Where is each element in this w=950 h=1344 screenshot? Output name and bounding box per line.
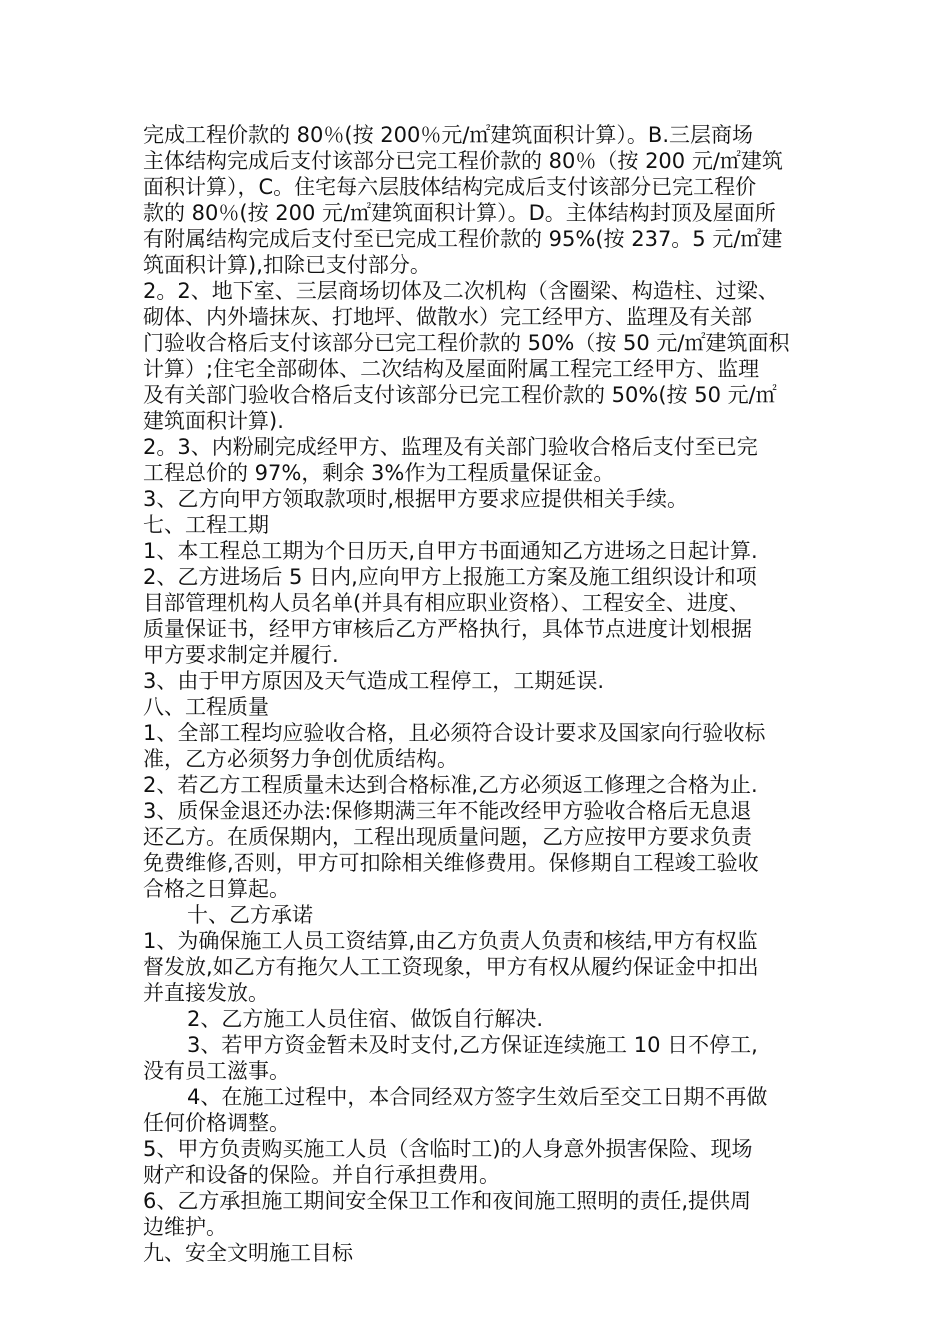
text-line: 2。2、地下室、三层商场切体及二次机构（含圈梁、构造柱、过梁、 xyxy=(143,279,779,303)
text-line: 甲方要求制定并履行. xyxy=(143,643,339,667)
section-heading: 七、工程工期 xyxy=(143,513,269,537)
text-line: 砌体、内外墙抹灰、打地坪、做散水）完工经甲方、监理及有关部 xyxy=(143,305,752,329)
text-line: 1、全部工程均应验收合格，且必须符合设计要求及国家向行验收标 xyxy=(143,721,766,745)
text-line: 1、为确保施工人员工资结算,由乙方负责人负责和核结,甲方有权监 xyxy=(143,929,758,953)
text-line: 有附属结构完成后支付至已完成工程价款的 95%(按 237。5 元/㎡建 xyxy=(143,227,783,251)
text-line: 工程总价的 97%，剩余 3%作为工程质量保证金。 xyxy=(143,461,615,485)
text-line: 任何价格调整。 xyxy=(143,1111,290,1135)
section-heading: 十、乙方承诺 xyxy=(187,903,313,927)
text-line: 2、乙方进场后 5 日内,应向甲方上报施工方案及施工组织设计和项 xyxy=(143,565,757,589)
text-line: 财产和设备的保险。并自行承担费用。 xyxy=(143,1163,500,1187)
text-line: 门验收合格后支付该部分已完工程价款的 50%（按 50 元/㎡建筑面积 xyxy=(143,331,790,355)
text-line: 并直接发放。 xyxy=(143,981,269,1005)
text-line: 完成工程价款的 80％(按 200％元/㎡建筑面积计算）。B.三层商场 xyxy=(143,123,754,147)
text-line: 及有关部门验收合格后支付该部分已完工程价款的 50%(按 50 元/㎡ xyxy=(143,383,777,407)
text-line: 4、在施工过程中，本合同经双方签字生效后至交工日期不再做 xyxy=(187,1085,768,1109)
text-line: 3、乙方向甲方领取款项时,根据甲方要求应提供相关手续。 xyxy=(143,487,689,511)
text-line: 款的 80％(按 200 元/㎡建筑面积计算）。D。主体结构封顶及屋面所 xyxy=(143,201,776,225)
document-body xyxy=(143,122,813,1266)
text-line: 3、质保金退还办法:保修期满三年不能改经甲方验收合格后无息退 xyxy=(143,799,752,823)
text-line: 6、乙方承担施工期间安全保卫工作和夜间施工照明的责任,提供周 xyxy=(143,1189,752,1213)
text-line: 没有员工滋事。 xyxy=(143,1059,290,1083)
text-line: 合格之日算起。 xyxy=(143,877,290,901)
text-line: 面积计算），C。住宅每六层肢体结构完成后支付该部分已完工程价 xyxy=(143,175,757,199)
text-line: 2、若乙方工程质量未达到合格标准,乙方必须返工修理之合格为止. xyxy=(143,773,758,797)
text-line: 1、本工程总工期为个日历天,自甲方书面通知乙方进场之日起计算. xyxy=(143,539,758,563)
text-line: 3、若甲方资金暂未及时支付,乙方保证连续施工 10 日不停工, xyxy=(187,1033,758,1057)
text-line: 准，乙方必须努力争创优质结构。 xyxy=(143,747,458,771)
text-line: 质量保证书，经甲方审核后乙方严格执行，具体节点进度计划根据 xyxy=(143,617,752,641)
text-line: 2、乙方施工人员住宿、做饭自行解决. xyxy=(187,1007,544,1031)
text-line: 筑面积计算),扣除已支付部分。 xyxy=(143,253,431,277)
text-line: 边维护。 xyxy=(143,1215,227,1239)
text-line: 计算）;住宅全部砌体、二次结构及屋面附属工程完工经甲方、监理 xyxy=(143,357,760,381)
text-line: 主体结构完成后支付该部分已完工程价款的 80％（按 200 元/㎡建筑 xyxy=(143,149,783,173)
text-line: 还乙方。在质保期内，工程出现质量问题，乙方应按甲方要求负责 xyxy=(143,825,752,849)
text-line: 免费维修,否则，甲方可扣除相关维修费用。保修期自工程竣工验收 xyxy=(143,851,759,875)
text-line: 目部管理机构人员名单(并具有相应职业资格）、工程安全、进度、 xyxy=(143,591,750,615)
text-line: 2。3、内粉刷完成经甲方、监理及有关部门验收合格后支付至已完 xyxy=(143,435,758,459)
text-line: 建筑面积计算). xyxy=(143,409,284,433)
text-line: 3、由于甲方原因及天气造成工程停工，工期延误. xyxy=(143,669,605,693)
text-line: 5、甲方负责购买施工人员（含临时工)的人身意外损害保险、现场 xyxy=(143,1137,753,1161)
section-heading: 九、安全文明施工目标 xyxy=(143,1241,353,1265)
text-line: 督发放,如乙方有拖欠人工工资现象，甲方有权从履约保证金中扣出 xyxy=(143,955,759,979)
section-heading: 八、工程质量 xyxy=(143,695,269,719)
